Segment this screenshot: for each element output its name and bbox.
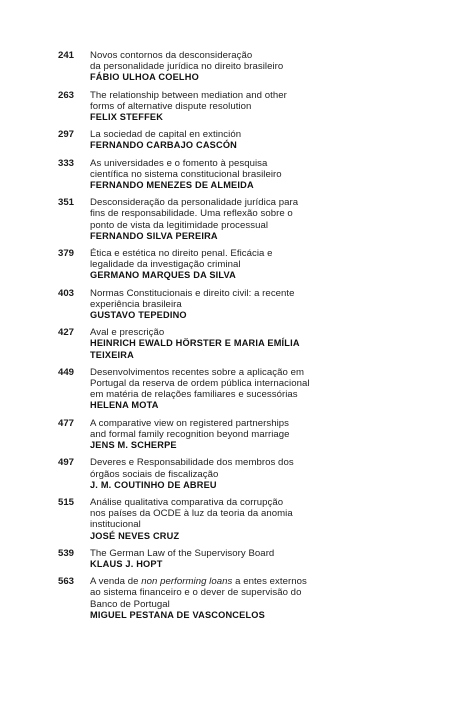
toc-entry xyxy=(0,418,457,452)
entry-title-line: A comparative view on registered partnerships xyxy=(90,417,290,429)
entry-title-line: Aval e prescrição xyxy=(90,327,165,339)
entry-author: KLAUS J. HOPT xyxy=(90,558,163,569)
entry-author: GUSTAVO TEPEDINO xyxy=(90,310,187,321)
entry-title-line: As universidades e o fomento à pesquisa xyxy=(90,157,268,169)
entry-title-line: institucional xyxy=(90,519,141,531)
entry-title-line: órgãos sociais de fiscalização xyxy=(90,468,219,480)
entry-title-line: The German Law of the Supervisory Board xyxy=(90,547,275,559)
page-number: 427 xyxy=(58,327,75,339)
entry-title-line: ao sistema financeiro e o dever de supervisão do xyxy=(90,587,302,599)
entry-title-line: Ética e estética no direito penal. Eficácia e xyxy=(90,248,273,260)
entry-title-line: Banco de Portugal xyxy=(90,598,170,610)
page-number: 351 xyxy=(58,197,75,209)
toc-entry xyxy=(0,576,457,621)
entry-title-line: em matéria de relações familiares e sucessórias xyxy=(90,389,298,401)
toc-entry xyxy=(0,129,457,151)
page-number: 477 xyxy=(58,417,75,429)
entry-title-line: científica no sistema constitucional brasileiro xyxy=(90,168,282,180)
page-number: 497 xyxy=(58,457,75,469)
page-number: 241 xyxy=(58,50,75,61)
page-number: 297 xyxy=(58,129,75,141)
entry-author: FÁBIO ULHOA COELHO xyxy=(90,72,199,83)
entry-title-line: da personalidade jurídica no direito brasileiro xyxy=(90,61,284,73)
toc-entry xyxy=(0,90,457,124)
entry-author: FERNANDO MENEZES DE ALMEIDA xyxy=(90,180,254,191)
entry-author: MIGUEL PESTANA DE VASCONCELOS xyxy=(90,609,265,620)
page-number: 403 xyxy=(58,287,75,299)
toc-entry xyxy=(0,367,457,412)
entry-title-line: Normas Constitucionais e direito civil: a recente xyxy=(90,287,295,299)
entry-author: JOSÉ NEVES CRUZ xyxy=(90,530,180,541)
italic-term: non performing loans xyxy=(141,576,233,588)
entry-title-line: Análise qualitativa comparativa da corrupção xyxy=(90,496,284,508)
toc-entry xyxy=(0,457,457,491)
entry-title-line: Desenvolvimentos recentes sobre a aplicação em xyxy=(90,366,305,378)
page-number: 333 xyxy=(58,157,75,169)
entry-title-line: fins de responsabilidade. Uma reflexão sobre o xyxy=(90,208,293,220)
page-number: 263 xyxy=(58,89,75,101)
entry-author: HELENA MOTA xyxy=(90,400,159,411)
toc-entry xyxy=(0,197,457,242)
entry-title-line: ponto de vista da legitimidade processual xyxy=(90,219,269,231)
entry-title-line: Desconsideração da personalidade jurídica para xyxy=(90,197,299,209)
toc-entry xyxy=(0,548,457,570)
entry-title-line: A venda de non performing loans a entes externos xyxy=(90,576,307,588)
entry-author: GERMANO MARQUES DA SILVA xyxy=(90,270,237,281)
entry-title-line: and formal family recognition beyond marriage xyxy=(90,428,290,440)
toc-entry xyxy=(0,327,457,361)
entry-title-line: The relationship between mediation and other xyxy=(90,89,287,101)
entry-title-line: La sociedad de capital en extinción xyxy=(90,129,242,141)
toc-entry xyxy=(0,288,457,322)
toc-entry xyxy=(0,497,457,542)
entry-title-line: forms of alternative dispute resolution xyxy=(90,100,252,112)
page-number: 379 xyxy=(58,248,75,260)
entry-title-line: nos países da OCDE à luz da teoria da anomia xyxy=(90,508,293,520)
entry-author: FERNANDO SILVA PEREIRA xyxy=(90,230,218,241)
toc-entry xyxy=(0,248,457,282)
entry-title-line: experiência brasileira xyxy=(90,298,182,310)
page-number: 563 xyxy=(58,576,75,588)
page-number: 539 xyxy=(58,547,75,559)
entry-title-line: legalidade da investigação criminal xyxy=(90,259,241,271)
entry-author: FELIX STEFFEK xyxy=(90,112,164,123)
toc-entry xyxy=(0,50,457,84)
page-number: 515 xyxy=(58,496,75,508)
toc-entry xyxy=(0,158,457,192)
entry-author: J. M. COUTINHO DE ABREU xyxy=(90,479,217,490)
entry-author: FERNANDO CARBAJO CASCÓN xyxy=(90,140,238,151)
entry-title-line: Deveres e Responsabilidade dos membros dos xyxy=(90,457,294,469)
table-of-contents xyxy=(0,50,457,627)
entry-title-line: Portugal da reserva de ordem pública internacional xyxy=(90,378,310,390)
entry-author: HEINRICH EWALD HÖRSTER E MARIA EMÍLIA TEIXEIRA xyxy=(90,338,300,360)
page-number: 449 xyxy=(58,366,75,378)
entry-author: JENS M. SCHERPE xyxy=(90,440,177,451)
entry-title-line: Novos contornos da desconsideração xyxy=(90,50,253,61)
